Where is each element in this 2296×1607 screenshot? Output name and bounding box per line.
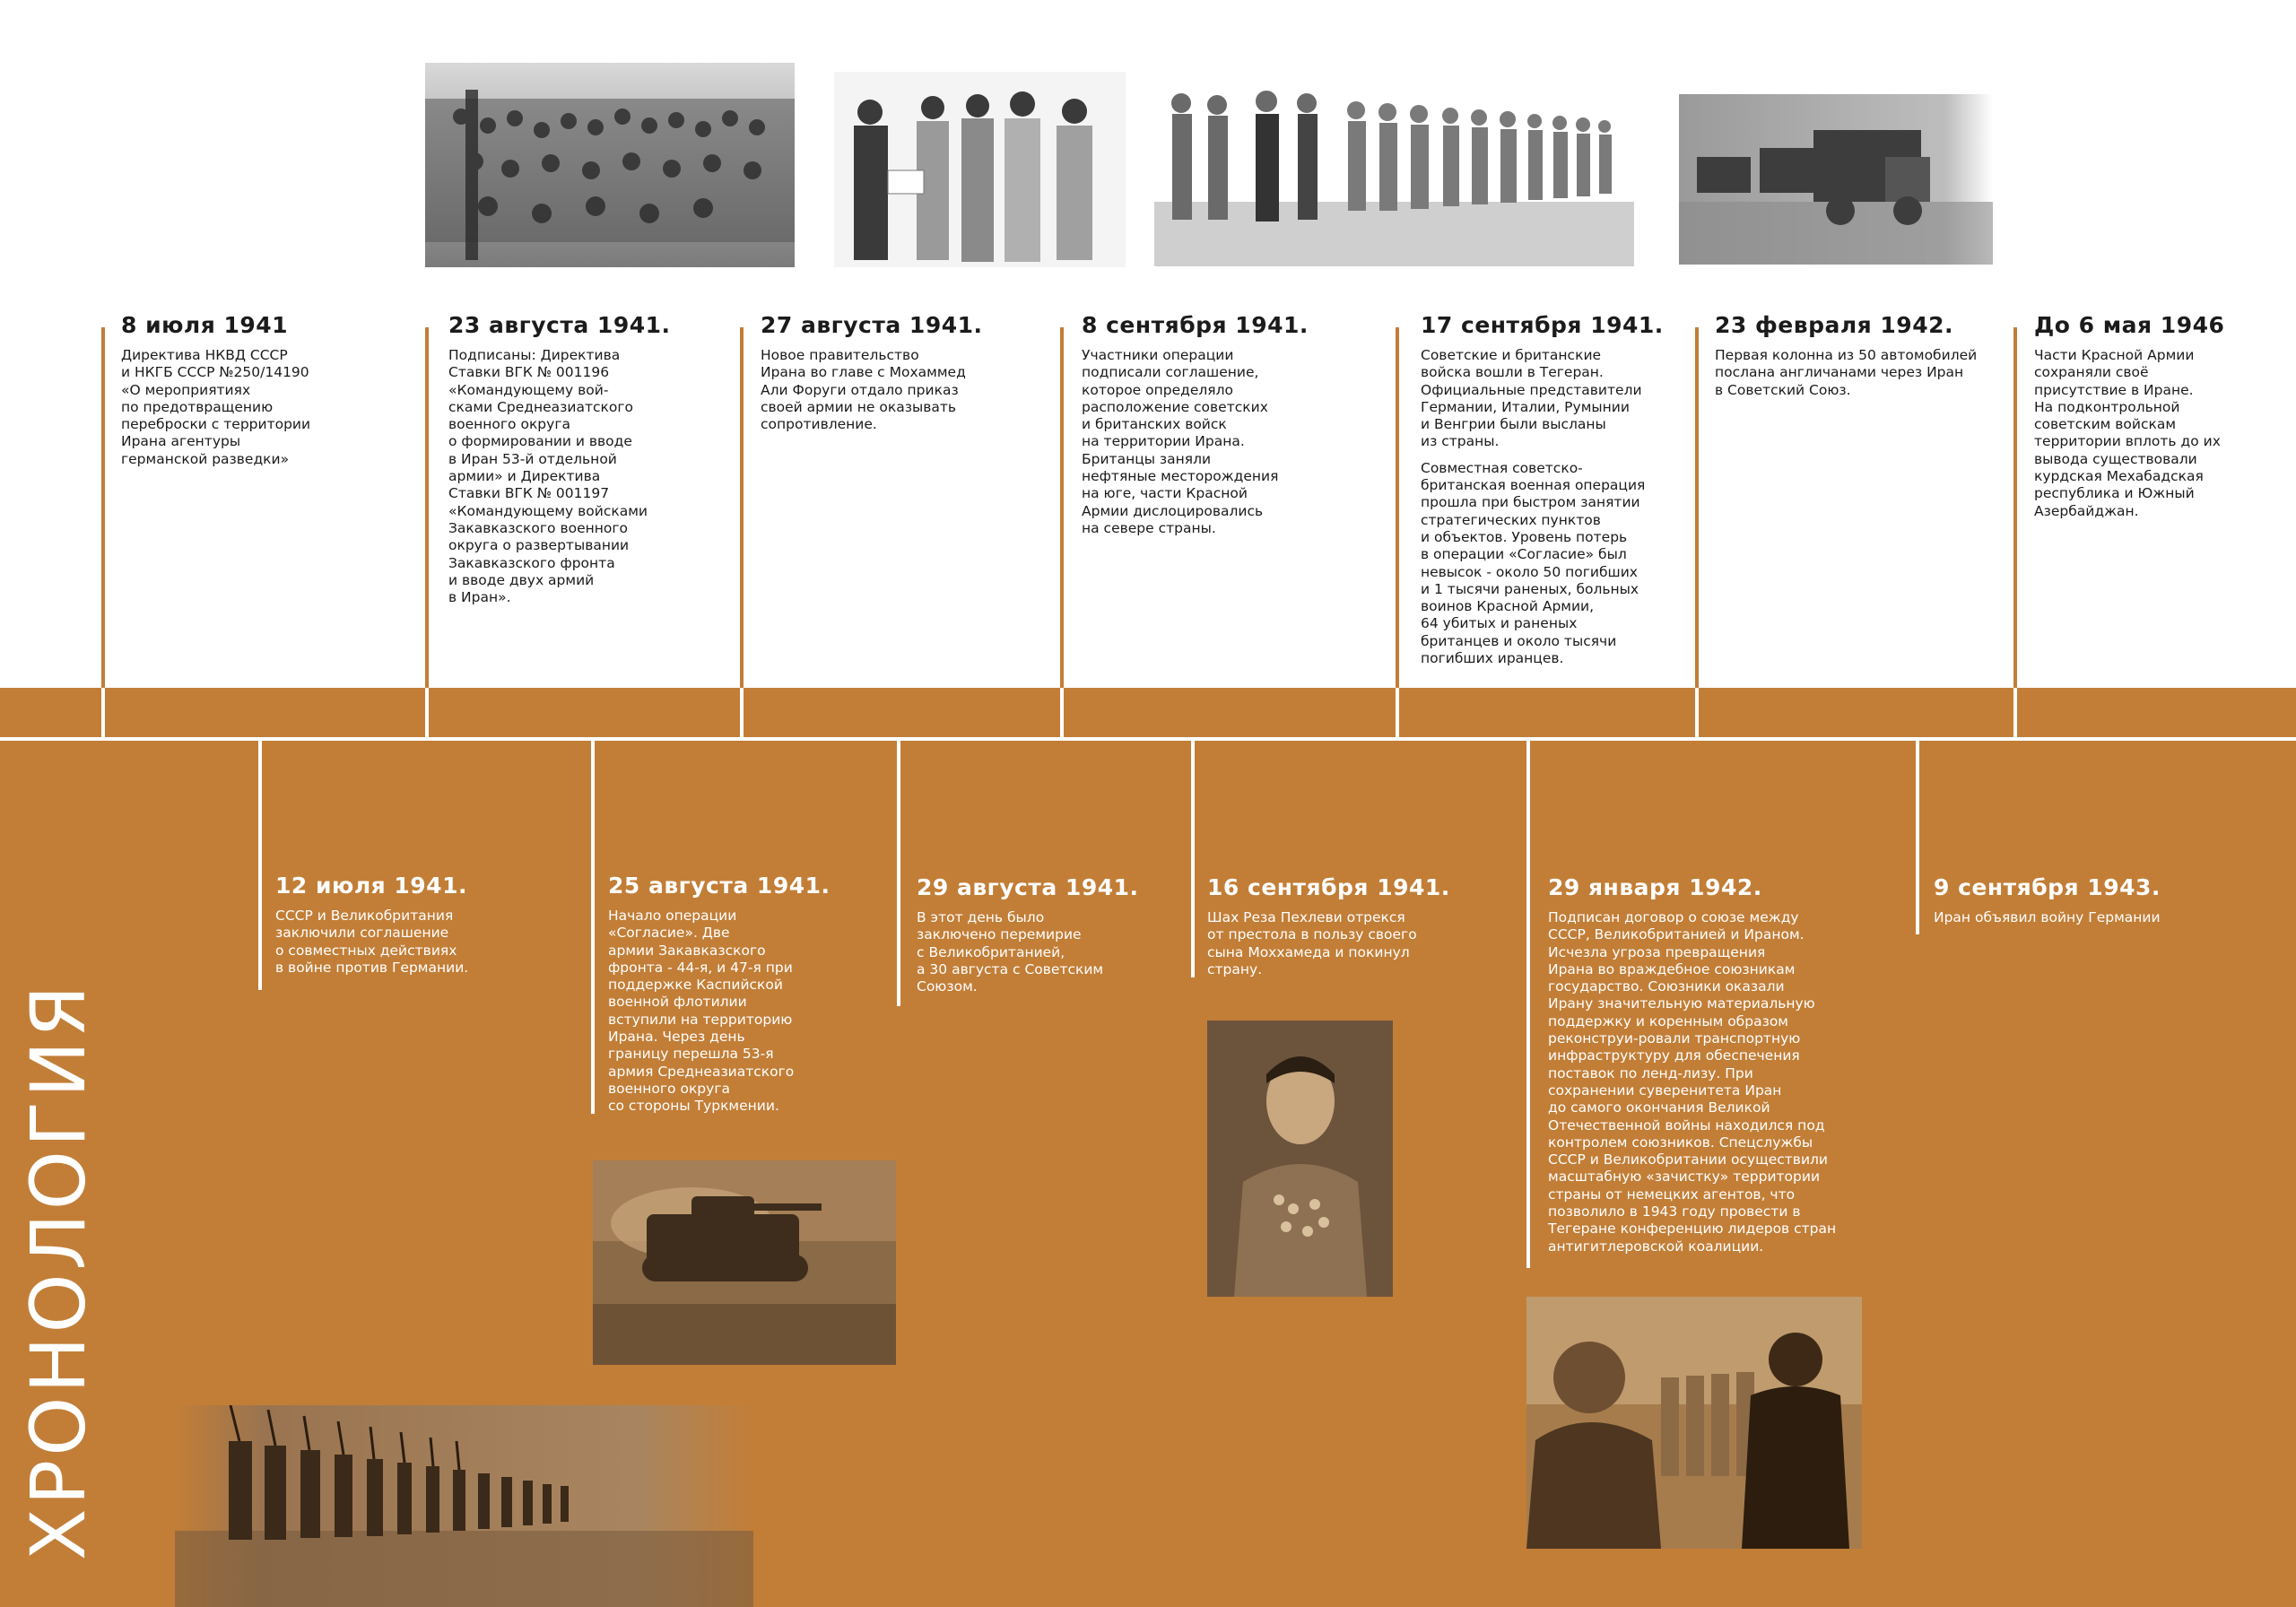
connector-top-6 — [1695, 327, 1699, 688]
photo-troops-lineup — [1154, 67, 1634, 266]
event-date: До 6 мая 1946 — [2034, 312, 2225, 338]
photo-truck-convoy — [1679, 94, 1993, 265]
connector-top-5 — [1396, 327, 1399, 688]
photo-marching-column — [175, 1405, 753, 1607]
event-text: Начало операции «Согласие». Две армии Закавказского фронта - 44-я, и 47-я при поддержке Каспийской военной флотилии вступили на территорию Ирана. Через день границу перешла 53-я армия Среднеазиатского военного округа со стороны Туркмении. — [608, 908, 795, 1115]
connector-bottom-6 — [1916, 737, 1919, 934]
event-date: 29 января 1942. — [1548, 874, 1762, 900]
event-bottom-5 — [1548, 874, 1907, 1255]
connector-bottom-4 — [1191, 737, 1195, 977]
event-text: Шах Реза Пехлеви отрекся от престола в пользу своего сына Моххамеда и покинул страну. — [1207, 909, 1417, 977]
event-top-4 — [1082, 312, 1387, 537]
event-bottom-4 — [1207, 874, 1512, 978]
connector-top-3-band — [740, 688, 744, 737]
connector-top-1 — [101, 327, 105, 688]
event-text: Части Красной Армии сохраняли своё присутствие в Иране. На подконтрольной советским войскам территории вплоть до их вывода существовали курдская Мехабадская республика и Южный Азербайджан. — [2034, 347, 2221, 519]
connector-top-6-band — [1695, 688, 1699, 737]
page-title: ХРОНОЛОГИЯ — [14, 981, 102, 1560]
event-top-2 — [448, 312, 735, 606]
event-date: 29 августа 1941. — [917, 874, 1139, 900]
timeline-axis — [0, 737, 2296, 741]
event-text: Советские и британские войска вошли в Тегеран. Официальные представители Германии, Италии, Румынии и Венгрии были высланы из страны. — [1421, 347, 1642, 450]
event-top-3 — [761, 312, 1057, 433]
event-text: Новое правительство Ирана во главе с Мохаммед Али Форуги отдало приказ своей армии не оказывать сопротивление. — [761, 347, 966, 433]
connector-bottom-5 — [1526, 737, 1530, 1268]
event-text: Подписан договор о союзе между СССР, Великобританией и Ираном. Исчезла угроза превращения Ирана во враждебное союзникам государство. Союзники оказали Ирану значительную материальную поддержку и коренным образом реконструи-ровали транспортную инфраструктуру для обеспечения поставок по ленд-лизу. При сохранении суверенитета Иран до самого окончания Великой Отечественной войны находился под контролем союзников. Спецслужбы СССР и Великобритании осуществили масштабную «зачистку» территории страны от немецких агентов, что позволило в 1943 году провести в Тегеране конференцию лидеров стран антигитлеровской коалиции. — [1548, 909, 1837, 1255]
connector-top-7 — [2013, 327, 2017, 688]
event-text: Первая колонна из 50 автомобилей послана англичанами через Иран в Советский Союз. — [1715, 347, 1978, 398]
event-bottom-1 — [275, 873, 580, 977]
event-text: Участники операции подписали соглашение, которое определяло расположение советских и британских войск на территории Ирана. Британцы заняли нефтяные месторождения на юге, части Красной Армии дислоцировались на севере страны. — [1082, 347, 1279, 536]
event-top-5 — [1421, 312, 1690, 667]
event-date: 27 августа 1941. — [761, 312, 983, 338]
event-date: 8 сентября 1941. — [1082, 312, 1309, 338]
photo-tank — [593, 1160, 896, 1365]
connector-top-2-band — [425, 688, 429, 737]
connector-top-5-band — [1396, 688, 1399, 737]
connector-bottom-3 — [897, 737, 900, 1006]
connector-top-4 — [1060, 327, 1064, 688]
photo-shah-portrait — [1207, 1021, 1393, 1297]
photo-leaders-meeting — [1526, 1297, 1862, 1549]
photo-soldiers-crowd — [425, 63, 795, 267]
event-bottom-2 — [608, 873, 895, 1116]
connector-top-4-band — [1060, 688, 1064, 737]
connector-bottom-2 — [591, 737, 595, 1114]
event-bottom-3 — [917, 874, 1186, 995]
event-text: Подписаны: Директива Ставки ВГК № 001196 «Командующему вой- сками Среднеазиатского военного округа о формировании и вводе в Иран 53-й отдельной армии» и Директива Ставки ВГК № 001197 «Командующему войсками Закавказского военного округа о развертывании Закавказского фронта и вводе двух армий в Иран». — [448, 347, 648, 606]
event-top-7 — [2034, 312, 2285, 520]
event-date: 23 августа 1941. — [448, 312, 671, 338]
connector-top-3 — [740, 327, 744, 688]
event-date: 16 сентября 1941. — [1207, 874, 1450, 900]
event-date: 12 июля 1941. — [275, 873, 467, 899]
event-top-1 — [121, 312, 417, 468]
connector-top-2 — [425, 327, 429, 688]
event-date: 9 сентября 1943. — [1934, 874, 2161, 900]
event-bottom-6 — [1934, 874, 2274, 926]
event-date: 8 июля 1941 — [121, 312, 289, 338]
event-date: 17 сентября 1941. — [1421, 312, 1664, 338]
event-top-6 — [1715, 312, 2011, 399]
event-text: В этот день было заключено перемирие с Великобританией, а 30 августа с Советским Союзом. — [917, 909, 1104, 995]
event-text: Директива НКВД СССР и НКГБ СССР №250/14190 «О мероприятиях по предотвращению переброски с территории Ирана агентуры германской разведки» — [121, 347, 311, 467]
connector-top-1-band — [101, 688, 105, 737]
connector-top-7-band — [2013, 688, 2017, 737]
event-text: Иран объявил войну Германии — [1934, 909, 2161, 925]
event-text-extra: Совместная советско- британская военная операция прошла при быстром занятии стратегических пунктов и объектов. Уровень потерь в операции «Согласие» был невысок - около 50 погибших и 1 тысячи раненых, больных воинов Красной Армии, 64 убитых и раненых британцев и около тысячи погибших иранцев. — [1421, 459, 1646, 667]
event-text: СССР и Великобритания заключили соглашение о совместных действиях в войне против Германии. — [275, 908, 469, 976]
connector-bottom-1 — [258, 737, 262, 990]
photo-officers-meeting — [834, 72, 1126, 267]
event-date: 23 февраля 1942. — [1715, 312, 1953, 338]
event-date: 25 августа 1941. — [608, 873, 831, 899]
